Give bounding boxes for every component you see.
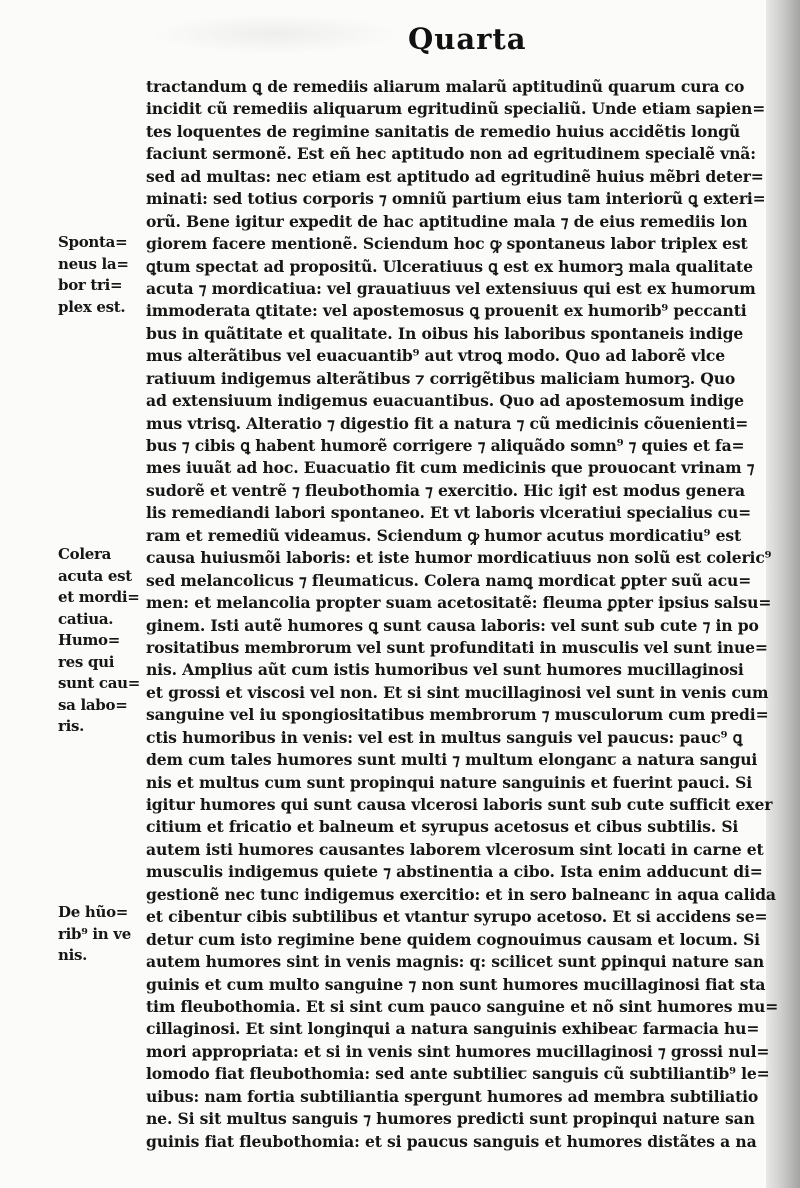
text-line: tractandum ꝗ de remediis aliarum malarũ aptitudinũ quarum cura co [146,77,745,96]
margin-note-line: Sponta= [58,233,128,251]
text-line: autem isti humores causantes laborem vlcerosum sint locati in carne et [146,839,764,859]
margin-note-line: nis. [58,946,88,964]
text-line: rositatibus membrorum vel sunt profunditati in musculis vel sunt inue= [146,637,768,657]
text-line: mus alterãtibus vel euacuantib⁹ aut vtroꝗ modo. Quo ad laborẽ vlce [146,346,726,366]
margin-note-line: catiua. [58,609,114,628]
text-line: igitur humores qui sunt causa vlcerosi laboris sunt sub cute sufficit exer [146,795,773,814]
margin-note-line: res qui [58,652,115,671]
text-line: incidit cũ remediis aliquarum egritudinũ specialiũ. Unde etiam sapien= [146,99,766,119]
margin-note [58,232,144,318]
bleed-through-shadow [150,14,400,54]
margin-note-line: De hũo= [58,903,129,921]
text-line: nis et multus cum sunt propinqui nature sanguinis et fuerint pauci. Si [146,772,752,792]
margin-note-line: Colera [58,545,112,563]
text-line: tim fleubothomia. Et si sint cum pauco sanguine et nõ sint humores mu= [146,996,779,1016]
text-line: ratiuum indigemus alterãtibus ⁊ corrigẽtibus maliciam humorꝫ. Quo [146,368,736,388]
text-line: lis remediandi labori spontaneo. Et vt laboris vlceratiui specialius cu= [146,503,752,523]
text-line: giorem facere mentionẽ. Sciendum hoc ꝙ spontaneus labor triplex est [146,234,748,254]
margin-note [58,902,144,967]
text-line: guinis fiat fleubothomia: et si paucus sanguis et humores distãtes a na [146,1131,757,1151]
main-text-column [146,76,782,1153]
text-line: acuta ⁊ mordicatiua: vel grauatiuus vel extensiuus qui est ex humorum [146,278,756,298]
text-line: detur cum isto regimine bene quidem cognouimus causam et locum. Si [146,929,760,949]
margin-note-line: rib⁹ in ve [58,924,131,943]
text-line: uibus: nam fortia subtiliantia spergunt humores ad membra subtiliatio [146,1086,759,1106]
text-line: ꝗtum spectat ad propositũ. Ulceratiuus ꝗ est ex humorꝫ mala qualitate [146,256,753,276]
margin-note-line: ris. [58,717,85,735]
margin-note [58,544,144,738]
text-line: faciunt sermonẽ. Est eñ hec aptitudo non ad egritudinem specialẽ vnã: [146,144,756,164]
text-line: gestionẽ nec tunc indigemus exercitio: et in sero balneanꞇ in aqua calida [146,884,776,904]
margin-note-line: sunt cau= [58,674,141,692]
text-line: citium et fricatio et balneum et syrupus acetosus et cibus subtilis. Si [146,817,739,837]
text-line: tes loquentes de regimine sanitatis de remedio huius accidẽtis longũ [146,121,741,141]
margin-note-line: plex est. [58,297,126,316]
text-line: et cibentur cibis subtilibus et vtantur syrupo acetoso. Et si accidens se= [146,907,768,927]
text-line: sed ad multas: nec etiam est aptitudo ad egritudinẽ huius mẽbri deter= [146,166,764,186]
text-line: orũ. Bene igitur expedit de hac aptitudine mala ⁊ de eius remediis lon [146,211,748,231]
margin-note-line: sa labo= [58,695,128,714]
margin-note-line: et mordi= [58,588,140,606]
text-line: autem humores sint in venis magnis: q: scilicet sunt ꝑpinqui nature san [146,952,765,972]
margin-note-line: acuta est [58,566,132,585]
margin-note-line: bor tri= [58,276,123,294]
text-line: dem cum tales humores sunt multi ⁊ multum elonganꞇ a natura sangui [146,750,758,770]
text-line: immoderata ꝗtitate: vel apostemosus ꝗ prouenit ex humorib⁹ peccanti [146,301,747,321]
text-line: causa huiusmõi laboris: et iste humor mordicatiuus non solũ est coleric⁹ [146,548,772,568]
text-line: guinis et cum multo sanguine ⁊ non sunt humores mucillaginosi fiat sta [146,974,766,994]
text-line: et grossi et viscosi vel non. Et si sint mucillaginosi vel sunt in venis cum [146,682,769,702]
running-head: Quarta [408,22,527,56]
text-line: mus vtrisꝗ. Alteratio ⁊ digestio fit a natura ⁊ cũ medicinis cõuenienti= [146,413,749,433]
text-line: nis. Amplius aũt cum istis humoribus vel sunt humores mucillaginosi [146,660,744,680]
margin-note-line: Humo= [58,631,121,649]
text-line: ad extensiuum indigemus euacuantibus. Quo ad apostemosum indige [146,391,744,411]
text-line: bus ⁊ cibis ꝗ habent humorẽ corrigere ⁊ aliquãdo somn⁹ ⁊ quies et fa= [146,436,745,455]
text-line: ginem. Isti autẽ humores ꝗ sunt causa laboris: vel sunt sub cute ⁊ in po [146,615,759,635]
text-line: mori appropriata: et si in venis sint humores mucillaginosi ⁊ grossi nul= [146,1041,770,1061]
text-line: minati: sed totius corporis ⁊ omniũ partium eius tam interiorũ ꝗ exteri= [146,189,766,209]
text-line: cillaginosi. Et sint longinqui a natura sanguinis exhibeaꞇ farmacia hu= [146,1019,760,1039]
text-line: lomodo fiat fleubothomia: sed ante subtilieꞇ sanguis cũ subtiliantib⁹ le= [146,1064,770,1084]
text-line: men: et melancolia propter suam acetositatẽ: fleuma ꝑpter ipsius salsu= [146,593,772,613]
text-line: musculis indigemus quiete ⁊ abstinentia a cibo. Ista enim adducunt di= [146,862,763,882]
text-line: ram et remediũ videamus. Sciendum ꝙ humor acutus mordicatiu⁹ est [146,525,742,545]
text-line: mes iuuãt ad hoc. Euacuatio fit cum medicinis que prouocant vrinam ⁊ [146,458,755,478]
text-line: sed melancolicus ⁊ fleumaticus. Colera namꝗ mordicat ꝑpter suũ acu= [146,570,752,590]
text-line: ne. Si sit multus sanguis ⁊ humores predicti sunt propinqui nature san [146,1109,755,1129]
text-line: bus in quãtitate et qualitate. In oibus his laboribus spontaneis indige [146,323,744,343]
text-line: sanguine vel iu spongiositatibus membrorum ⁊ musculorum cum predi= [146,705,769,725]
text-line: sudorẽ et ventrẽ ⁊ fleubothomia ⁊ exercitio. Hic igiꝉ est modus genera [146,480,745,500]
text-line: ctis humoribus in venis: vel est in multus sanguis vel paucus: pauc⁹ ꝗ [146,727,743,747]
margin-note-line: neus la= [58,254,129,273]
